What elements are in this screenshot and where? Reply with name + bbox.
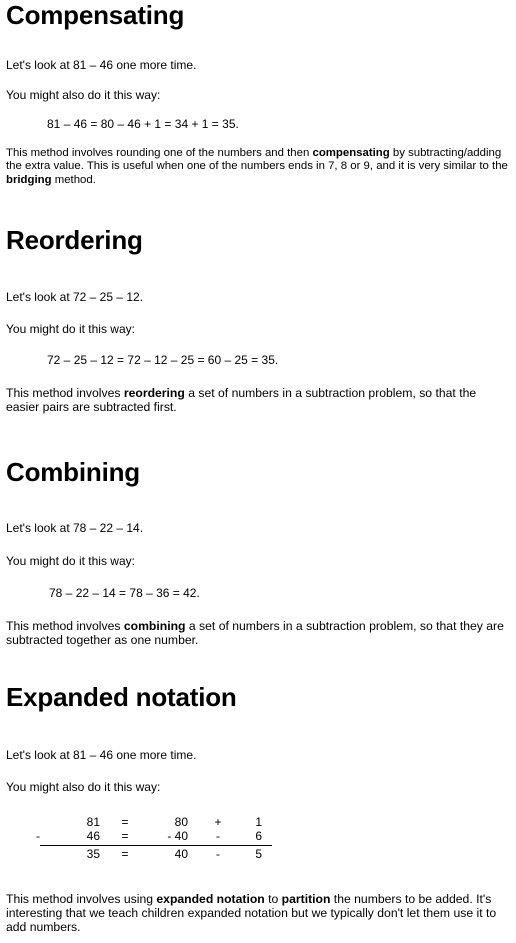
equals-cell: = (121, 829, 129, 843)
sign-cell: - (36, 829, 40, 843)
sum-line (40, 845, 272, 846)
operator-cell: - (216, 847, 220, 861)
ones-cell: 1 (255, 815, 262, 829)
reordering-desc-bold-1: reordering (123, 386, 185, 400)
expanded-desc-bold-2: partition (281, 892, 331, 906)
tens-cell: - 40 (167, 829, 188, 843)
minuend-cell: 81 (86, 815, 100, 829)
reordering-might: You might do it this way: (6, 322, 135, 336)
combining-desc-bold-1: combining (123, 619, 186, 633)
tens-cell: 40 (174, 847, 188, 861)
expanded-desc-text-2: to (264, 892, 282, 906)
combining-description (6, 619, 511, 647)
expanded-desc-bold-1: expanded notation (156, 892, 265, 906)
ones-cell: 6 (255, 829, 262, 843)
tens-cell: 80 (174, 815, 188, 829)
compensating-might: You might also do it this way: (6, 88, 161, 102)
reordering-description (6, 386, 511, 414)
compensating-desc-text-1: This method involves rounding one of the numbers and then (6, 147, 313, 159)
minuend-cell: 35 (86, 847, 100, 861)
combining-heading: Combining (6, 457, 140, 487)
operator-cell: + (214, 815, 222, 829)
reordering-heading: Reordering (6, 225, 143, 255)
compensating-equation: 81 – 46 = 80 – 46 + 1 = 34 + 1 = 35. (47, 117, 239, 131)
operator-cell: - (216, 829, 220, 843)
combining-desc-text-1: This method involves (6, 619, 124, 633)
expanded-description (6, 892, 511, 934)
minuend-cell: 46 (86, 829, 100, 843)
expanded-desc-text-3: the numbers to be added. It's interesting that we teach children expanded notation but we typically don't let them use it to add numbers. (6, 892, 497, 934)
reordering-desc-text-1: This method involves (6, 386, 124, 400)
table-row (36, 815, 276, 829)
table-row (36, 847, 276, 861)
compensating-intro: Let's look at 81 – 46 one more time. (6, 58, 197, 72)
compensating-desc-bold-2: bridging (6, 173, 52, 186)
reordering-equation: 72 – 25 – 12 = 72 – 12 – 25 = 60 – 25 = 35. (47, 353, 279, 367)
expanded-notation-heading: Expanded notation (6, 682, 237, 712)
table-row (36, 829, 276, 843)
compensating-desc-text-2: by subtracting/adding the extra value. This is useful when one of the numbers ends in 7, 8 or 9, and it is very similar to the (6, 147, 508, 173)
compensating-desc-text-3: method. (51, 173, 96, 186)
expanded-desc-text-1: This method involves using (6, 892, 157, 906)
reordering-desc-text-2: a set of numbers in a subtraction problem, so that the easier pairs are subtracted first. (6, 386, 477, 414)
compensating-desc-bold-1: compensating (312, 147, 390, 159)
equals-cell: = (121, 815, 129, 829)
combining-equation: 78 – 22 – 14 = 78 – 36 = 42. (49, 586, 200, 600)
combining-desc-text-2: a set of numbers in a subtraction problem, so that they are subtracted together as one number. (6, 619, 504, 647)
combining-intro: Let's look at 78 – 22 – 14. (6, 521, 144, 535)
expanded-notation-table (36, 815, 276, 865)
compensating-heading: Compensating (6, 0, 185, 30)
combining-might: You might do it this way: (6, 554, 135, 568)
expanded-intro: Let's look at 81 – 46 one more time. (6, 748, 197, 762)
compensating-description (6, 147, 511, 187)
reordering-intro: Let's look at 72 – 25 – 12. (6, 290, 144, 304)
ones-cell: 5 (255, 847, 262, 861)
expanded-might: You might also do it this way: (6, 780, 161, 794)
equals-cell: = (121, 847, 129, 861)
